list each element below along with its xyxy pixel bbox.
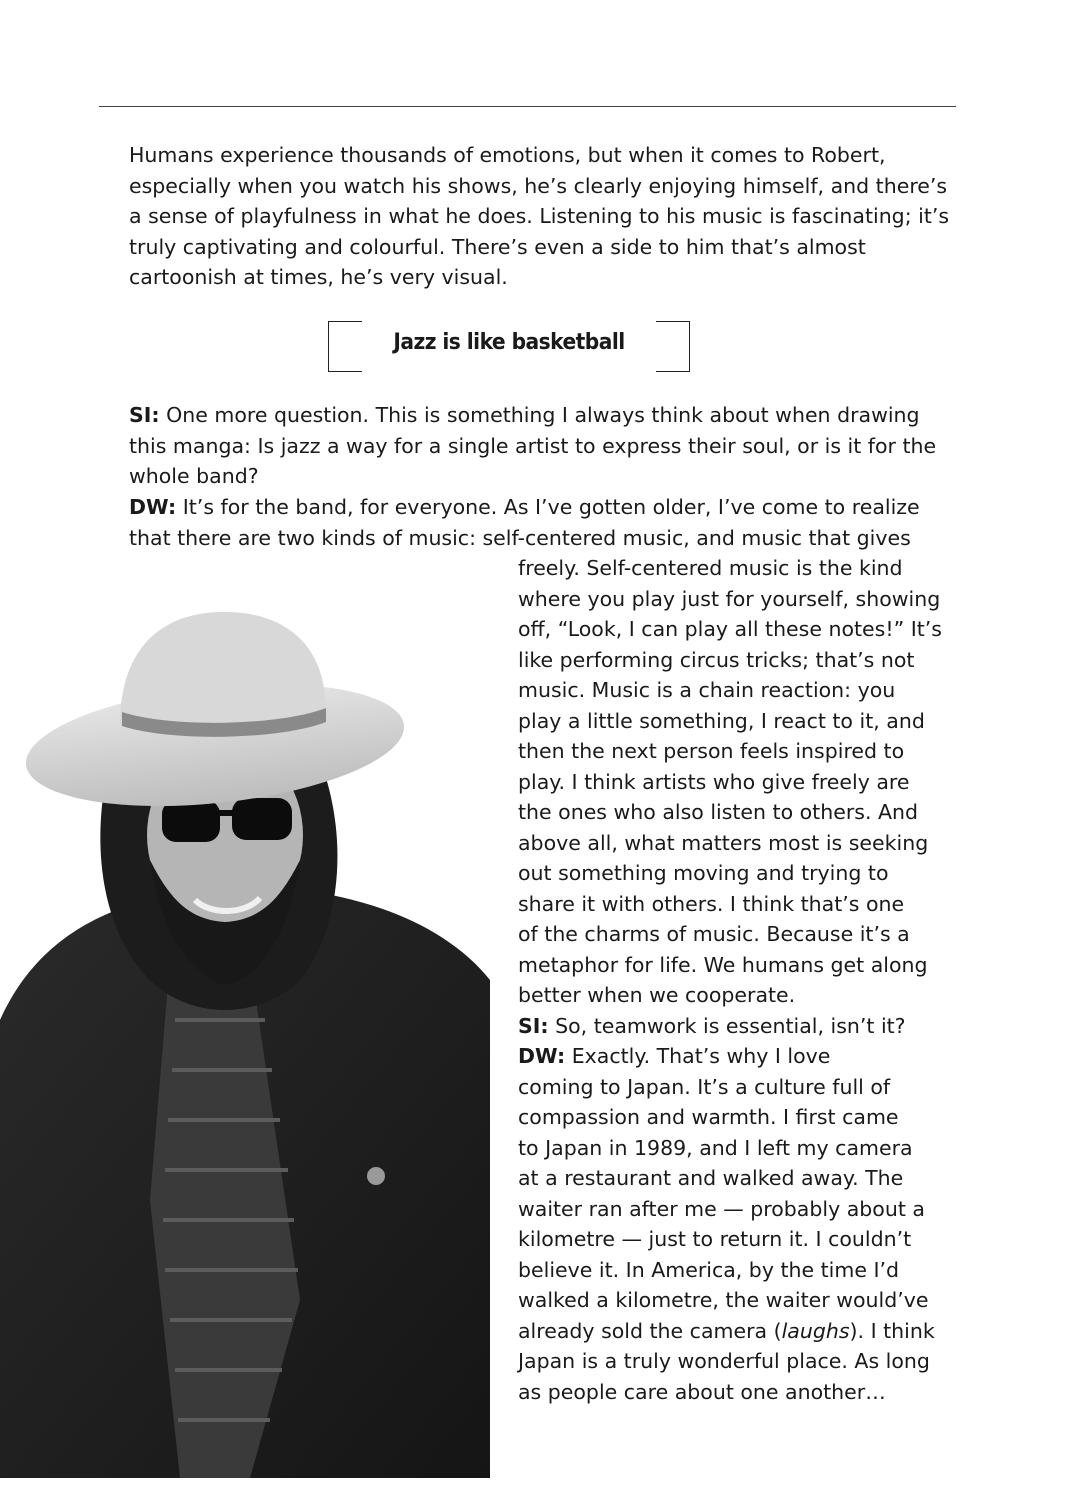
qa-dw-2 <box>518 1041 958 1072</box>
section-heading-frame <box>328 321 690 372</box>
text-fragment: already sold the camera ( <box>518 1318 782 1343</box>
text-line: Japan is a truly wonderful place. As long <box>518 1349 930 1373</box>
intro-paragraph: Humans experience thousands of emotions, but when it comes to Robert, especially when you watch his shows, he’s clearly enjoying himself, and there’s a sense of playfulness in what he does. Listening to his music is fascinating; it’s truly captivating and colourful. There’s even a side to him that’s almost cartoonish at times, he’s very visual. <box>129 143 950 289</box>
text-line: walked a kilometre, the waiter would’ve <box>518 1288 929 1312</box>
right-column-text <box>518 553 958 1407</box>
text-line: as people care about one another… <box>518 1379 886 1404</box>
speaker-label: DW: <box>129 495 177 519</box>
qa-dw-1 <box>129 492 959 553</box>
text-line: waiter ran after me — probably about a <box>518 1196 925 1221</box>
qa-text: One more question. This is something I always think about when drawing this manga: Is jazz a way for a single artist to express their soul, or is it for the whole band? <box>129 403 937 488</box>
text-line: then the next person feels inspired to <box>518 739 905 763</box>
qa-si-2 <box>518 1011 958 1042</box>
text-line: like performing circus tricks; that’s not <box>518 647 915 672</box>
section-heading: Jazz is like basketball <box>393 330 625 355</box>
text-line: where you play just for yourself, showing <box>518 586 941 611</box>
portrait-photo-icon <box>0 600 490 1478</box>
text-line: play. I think artists who give freely are <box>518 769 910 794</box>
speaker-label: SI: <box>129 403 160 427</box>
speaker-label: DW: <box>518 1044 566 1068</box>
text-line: freely. Self-centered music is the kind <box>518 556 903 580</box>
text-line <box>518 1316 958 1347</box>
text-line: of the charms of music. Because it’s a <box>518 922 910 946</box>
text-line: share it with others. I think that’s one <box>518 891 905 916</box>
text-line: kilometre — just to return it. I couldn’t <box>518 1227 912 1251</box>
qa-si-1 <box>129 400 959 492</box>
speaker-label: SI: <box>518 1013 549 1038</box>
text-line: above all, what matters most is seeking <box>518 830 929 855</box>
text-fragment: ). I think <box>849 1318 935 1343</box>
text-line: coming to Japan. It’s a culture full of <box>518 1074 891 1099</box>
text-line: music. Music is a chain reaction: you <box>518 678 896 702</box>
text-line: better when we cooperate. <box>518 983 796 1007</box>
italic-laughs: laughs <box>781 1318 850 1343</box>
top-rule <box>99 106 956 107</box>
qa-text: So, teamwork is essential, isn’t it? <box>548 1013 906 1038</box>
qa-text: Exactly. That’s why I love <box>565 1044 831 1068</box>
text-line: compassion and warmth. I first came <box>518 1105 899 1129</box>
text-line: to Japan in 1989, and I left my camera <box>518 1135 913 1160</box>
qa-text: It’s for the band, for everyone. As I’ve gotten older, I’ve come to realize that there are two kinds of music: self-centered music, and music that gives <box>129 495 920 550</box>
text-line: the ones who also listen to others. And <box>518 800 919 824</box>
text-line: metaphor for life. We humans get along <box>518 952 928 977</box>
text-line: off, “Look, I can play all these notes!” It’s <box>518 617 942 641</box>
text-line: play a little something, I react to it, and <box>518 708 925 733</box>
text-line: believe it. In America, by the time I’d <box>518 1257 900 1282</box>
text-line: at a restaurant and walked away. The <box>518 1166 904 1190</box>
text-line: out something moving and trying to <box>518 861 889 885</box>
